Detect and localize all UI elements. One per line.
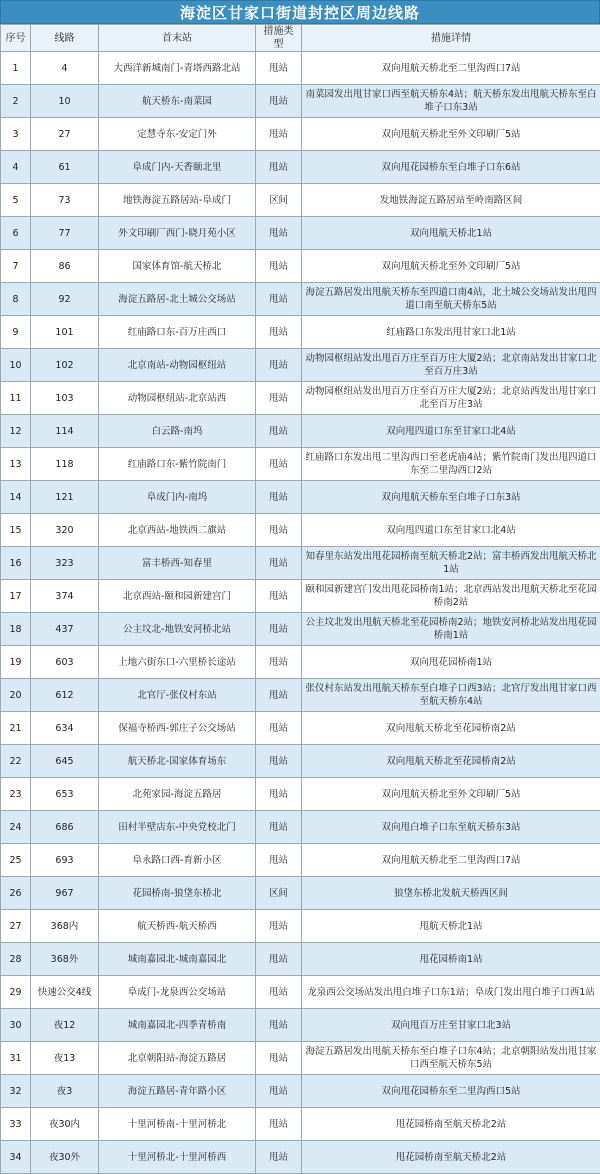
route-number: 夜3 [31, 1075, 99, 1108]
terminal-stations: 田村半壁店东-中央党校北门 [99, 811, 256, 844]
measure-detail: 颐和园新建宫门发出甩花园桥南1站；北京西站发出甩航天桥北至花园桥南2站 [302, 580, 600, 613]
row-index: 6 [1, 217, 31, 250]
terminal-stations: 大西洋新城南门-青塔西路北站 [99, 52, 256, 85]
measure-detail: 狼垡东桥北发航天桥西区间 [302, 877, 600, 910]
measure-detail: 双向甩航天桥东至白堆子口东3站 [302, 481, 600, 514]
row-index: 26 [1, 877, 31, 910]
measure-type: 甩站 [256, 1042, 302, 1075]
terminal-stations: 红庙路口东-紫竹院南门 [99, 448, 256, 481]
terminal-stations: 航天桥东-南菜园 [99, 85, 256, 118]
row-index: 9 [1, 316, 31, 349]
measure-type: 甩站 [256, 349, 302, 382]
row-index: 25 [1, 844, 31, 877]
row-index: 5 [1, 184, 31, 217]
terminal-stations: 北苑家园-海淀五路居 [99, 778, 256, 811]
table-row [1, 547, 600, 580]
table-body [1, 52, 600, 1174]
row-index: 7 [1, 250, 31, 283]
route-number: 夜30外 [31, 1141, 99, 1174]
measure-detail: 双向甩四道口东至甘家口北4站 [302, 415, 600, 448]
header-measure-detail: 措施详情 [302, 25, 600, 52]
measure-detail: 双向甩花园桥南1站 [302, 646, 600, 679]
row-index: 28 [1, 943, 31, 976]
header-terminals: 首末站 [99, 25, 256, 52]
route-number: 121 [31, 481, 99, 514]
terminal-stations: 北京南站-动物园枢纽站 [99, 349, 256, 382]
table-row [1, 943, 600, 976]
table-row [1, 217, 600, 250]
route-number: 118 [31, 448, 99, 481]
table-row [1, 1042, 600, 1075]
terminal-stations: 白云路-南坞 [99, 415, 256, 448]
measure-detail: 双向甩航天桥北1站 [302, 217, 600, 250]
terminal-stations: 阜成门内-南坞 [99, 481, 256, 514]
measure-detail: 甩航天桥北1站 [302, 910, 600, 943]
measure-detail: 红庙路口东发出甩甘家口北1站 [302, 316, 600, 349]
measure-detail: 甩花园桥南至航天桥北2站 [302, 1141, 600, 1174]
route-number: 夜12 [31, 1009, 99, 1042]
measure-type: 甩站 [256, 1141, 302, 1174]
measure-detail: 甩花园桥南1站 [302, 943, 600, 976]
measure-type: 甩站 [256, 844, 302, 877]
row-index: 15 [1, 514, 31, 547]
table-row [1, 481, 600, 514]
measure-detail: 红庙路口东发出甩二里沟西口至老虎庙4站；紫竹院南门发出甩四道口东至二里沟西口2站 [302, 448, 600, 481]
row-index: 20 [1, 679, 31, 712]
row-index: 17 [1, 580, 31, 613]
measure-type: 甩站 [256, 1108, 302, 1141]
measure-detail: 动物园枢纽站发出甩百万庄至百万庄大厦2站；北京站西发出甩甘家口北至百万庄3站 [302, 382, 600, 415]
route-number: 103 [31, 382, 99, 415]
table-row [1, 316, 600, 349]
header-measure-type: 措施类型 [256, 25, 302, 52]
terminal-stations: 花园桥南-狼垡东桥北 [99, 877, 256, 910]
terminal-stations: 航天桥西-航天桥西 [99, 910, 256, 943]
route-number: 101 [31, 316, 99, 349]
route-number: 102 [31, 349, 99, 382]
route-number: 323 [31, 547, 99, 580]
measure-type: 甩站 [256, 151, 302, 184]
row-index: 16 [1, 547, 31, 580]
row-index: 12 [1, 415, 31, 448]
route-number: 4 [31, 52, 99, 85]
terminal-stations: 海淀五路居-北土城公交场站 [99, 283, 256, 316]
measure-type: 甩站 [256, 679, 302, 712]
terminal-stations: 保福寺桥西-郭庄子公交场站 [99, 712, 256, 745]
terminal-stations: 动物园枢纽站-北京站西 [99, 382, 256, 415]
measure-type: 甩站 [256, 547, 302, 580]
row-index: 29 [1, 976, 31, 1009]
row-index: 13 [1, 448, 31, 481]
table-row [1, 1009, 600, 1042]
route-table [0, 24, 600, 1174]
table-row [1, 745, 600, 778]
measure-detail: 海淀五路居发出甩航天桥东至白堆子口东4站；北京朝阳站发出甩甘家口西至航天桥东5站 [302, 1042, 600, 1075]
row-index: 30 [1, 1009, 31, 1042]
measure-type: 甩站 [256, 910, 302, 943]
measure-type: 甩站 [256, 745, 302, 778]
route-number: 368内 [31, 910, 99, 943]
measure-type: 甩站 [256, 118, 302, 151]
measure-type: 区间 [256, 184, 302, 217]
table-row [1, 415, 600, 448]
route-number: 603 [31, 646, 99, 679]
route-number: 693 [31, 844, 99, 877]
table-row [1, 52, 600, 85]
measure-type: 甩站 [256, 217, 302, 250]
terminal-stations: 外文印刷厂西门-晓月苑小区 [99, 217, 256, 250]
table-row [1, 679, 600, 712]
terminal-stations: 定慧寺东-安定门外 [99, 118, 256, 151]
route-number: 967 [31, 877, 99, 910]
table-row [1, 811, 600, 844]
measure-type: 甩站 [256, 85, 302, 118]
measure-detail: 发地铁海淀五路居站至岭南路区间 [302, 184, 600, 217]
row-index: 11 [1, 382, 31, 415]
terminal-stations: 地铁海淀五路居站-阜成门 [99, 184, 256, 217]
measure-type: 区间 [256, 877, 302, 910]
row-index: 34 [1, 1141, 31, 1174]
measure-detail: 公主坟北发出甩航天桥北至花园桥南2站；地铁安河桥北站发出甩花园桥南1站 [302, 613, 600, 646]
measure-detail: 双向甩花园桥东至二里沟西口5站 [302, 1075, 600, 1108]
measure-type: 甩站 [256, 514, 302, 547]
row-index: 4 [1, 151, 31, 184]
table-row [1, 613, 600, 646]
terminal-stations: 城南嘉园北-城南嘉园北 [99, 943, 256, 976]
table-row [1, 976, 600, 1009]
route-number: 10 [31, 85, 99, 118]
row-index: 8 [1, 283, 31, 316]
measure-type: 甩站 [256, 580, 302, 613]
route-number: 634 [31, 712, 99, 745]
measure-detail: 双向甩航天桥北至外文印刷厂5站 [302, 118, 600, 151]
measure-type: 甩站 [256, 943, 302, 976]
terminal-stations: 城南嘉园北-四季青桥南 [99, 1009, 256, 1042]
measure-type: 甩站 [256, 415, 302, 448]
route-number: 612 [31, 679, 99, 712]
table-row [1, 85, 600, 118]
measure-type: 甩站 [256, 382, 302, 415]
measure-detail: 双向甩百万庄至甘家口北3站 [302, 1009, 600, 1042]
table-row [1, 349, 600, 382]
terminal-stations: 十里河桥北-十里河桥西 [99, 1141, 256, 1174]
measure-detail: 双向甩航天桥北至花园桥南2站 [302, 745, 600, 778]
measure-detail: 动物园枢纽站发出甩百万庄至百万庄大厦2站；北京南站发出甘家口北至百万庄3站 [302, 349, 600, 382]
measure-type: 甩站 [256, 1009, 302, 1042]
measure-detail: 双向甩航天桥北至外文印刷厂5站 [302, 778, 600, 811]
table-row [1, 448, 600, 481]
route-number: 快速公交4线 [31, 976, 99, 1009]
terminal-stations: 阜成门内-天香颐北里 [99, 151, 256, 184]
terminal-stations: 北京西站-颐和园新建宫门 [99, 580, 256, 613]
table-row [1, 514, 600, 547]
terminal-stations: 国家体育馆-航天桥北 [99, 250, 256, 283]
row-index: 23 [1, 778, 31, 811]
terminal-stations: 富丰桥西-知春里 [99, 547, 256, 580]
measure-detail: 双向甩航天桥北至二里沟西口7站 [302, 52, 600, 85]
route-number: 夜30内 [31, 1108, 99, 1141]
row-index: 3 [1, 118, 31, 151]
measure-detail: 海淀五路居发出甩航天桥东至四道口南4站，北土城公交场站发出甩四道口南至航天桥东5站 [302, 283, 600, 316]
route-number: 374 [31, 580, 99, 613]
measure-detail: 知春里东站发出甩花园桥南至航天桥北2站；富丰桥西发出甩航天桥北1站 [302, 547, 600, 580]
measure-type: 甩站 [256, 646, 302, 679]
route-number: 437 [31, 613, 99, 646]
measure-type: 甩站 [256, 613, 302, 646]
terminal-stations: 上地六街东口-六里桥长途站 [99, 646, 256, 679]
route-number: 92 [31, 283, 99, 316]
table-row [1, 778, 600, 811]
row-index: 31 [1, 1042, 31, 1075]
measure-type: 甩站 [256, 811, 302, 844]
terminal-stations: 公主坟北-地铁安河桥北站 [99, 613, 256, 646]
measure-detail: 张仪村东站发出甩航天桥东至白堆子口西3站；北官厅发出甩甘家口西至航天桥东4站 [302, 679, 600, 712]
row-index: 33 [1, 1108, 31, 1141]
row-index: 21 [1, 712, 31, 745]
page-title: 海淀区甘家口街道封控区周边线路 [0, 0, 600, 24]
route-number: 645 [31, 745, 99, 778]
table-row [1, 1075, 600, 1108]
measure-detail: 双向甩白堆子口东至航天桥东3站 [302, 811, 600, 844]
measure-type: 甩站 [256, 250, 302, 283]
header-index: 序号 [1, 25, 31, 52]
measure-detail: 双向甩航天桥北至二里沟西口7站 [302, 844, 600, 877]
table-row [1, 283, 600, 316]
measure-type: 甩站 [256, 481, 302, 514]
table-row [1, 712, 600, 745]
table-row [1, 382, 600, 415]
row-index: 10 [1, 349, 31, 382]
measure-type: 甩站 [256, 778, 302, 811]
measure-detail: 双向甩花园桥东至白堆子口东6站 [302, 151, 600, 184]
table-row [1, 877, 600, 910]
row-index: 2 [1, 85, 31, 118]
terminal-stations: 北京西站-地铁西二旗站 [99, 514, 256, 547]
route-number: 368外 [31, 943, 99, 976]
route-number: 114 [31, 415, 99, 448]
table-header-row [1, 25, 600, 52]
measure-detail: 甩花园桥南至航天桥北2站 [302, 1108, 600, 1141]
route-number: 27 [31, 118, 99, 151]
measure-detail: 双向甩四道口东至甘家口北4站 [302, 514, 600, 547]
terminal-stations: 红庙路口东-百万庄西口 [99, 316, 256, 349]
measure-type: 甩站 [256, 1075, 302, 1108]
table-row [1, 118, 600, 151]
route-number: 73 [31, 184, 99, 217]
row-index: 18 [1, 613, 31, 646]
route-number: 653 [31, 778, 99, 811]
route-number: 86 [31, 250, 99, 283]
measure-type: 甩站 [256, 52, 302, 85]
route-number: 77 [31, 217, 99, 250]
table-row [1, 844, 600, 877]
table-row [1, 646, 600, 679]
terminal-stations: 航天桥北-国家体育场东 [99, 745, 256, 778]
terminal-stations: 北京朝阳站-海淀五路居 [99, 1042, 256, 1075]
terminal-stations: 阜永路口西-育新小区 [99, 844, 256, 877]
route-number: 686 [31, 811, 99, 844]
row-index: 1 [1, 52, 31, 85]
measure-detail: 双向甩航天桥北至外文印刷厂5站 [302, 250, 600, 283]
row-index: 24 [1, 811, 31, 844]
measure-type: 甩站 [256, 976, 302, 1009]
measure-detail: 南菜园发出甩甘家口西至航天桥东4站；航天桥东发出甩航天桥东至白堆子口东3站 [302, 85, 600, 118]
measure-detail: 龙泉西公交场站发出甩白堆子口东1站；阜成门发出甩白堆子口西1站 [302, 976, 600, 1009]
row-index: 19 [1, 646, 31, 679]
table-row [1, 580, 600, 613]
table-row [1, 250, 600, 283]
row-index: 27 [1, 910, 31, 943]
route-number: 61 [31, 151, 99, 184]
route-number: 320 [31, 514, 99, 547]
table-row [1, 151, 600, 184]
table-row [1, 910, 600, 943]
terminal-stations: 北官厅-张仪村东站 [99, 679, 256, 712]
measure-type: 甩站 [256, 283, 302, 316]
row-index: 14 [1, 481, 31, 514]
table-row [1, 1141, 600, 1174]
terminal-stations: 阜成门-龙泉西公交场站 [99, 976, 256, 1009]
terminal-stations: 海淀五路居-青年路小区 [99, 1075, 256, 1108]
route-number: 夜13 [31, 1042, 99, 1075]
terminal-stations: 十里河桥南-十里河桥北 [99, 1108, 256, 1141]
measure-type: 甩站 [256, 712, 302, 745]
measure-detail: 双向甩航天桥北至花园桥南2站 [302, 712, 600, 745]
row-index: 22 [1, 745, 31, 778]
measure-type: 甩站 [256, 316, 302, 349]
row-index: 32 [1, 1075, 31, 1108]
header-route: 线路 [31, 25, 99, 52]
table-row [1, 184, 600, 217]
table-row [1, 1108, 600, 1141]
measure-type: 甩站 [256, 448, 302, 481]
